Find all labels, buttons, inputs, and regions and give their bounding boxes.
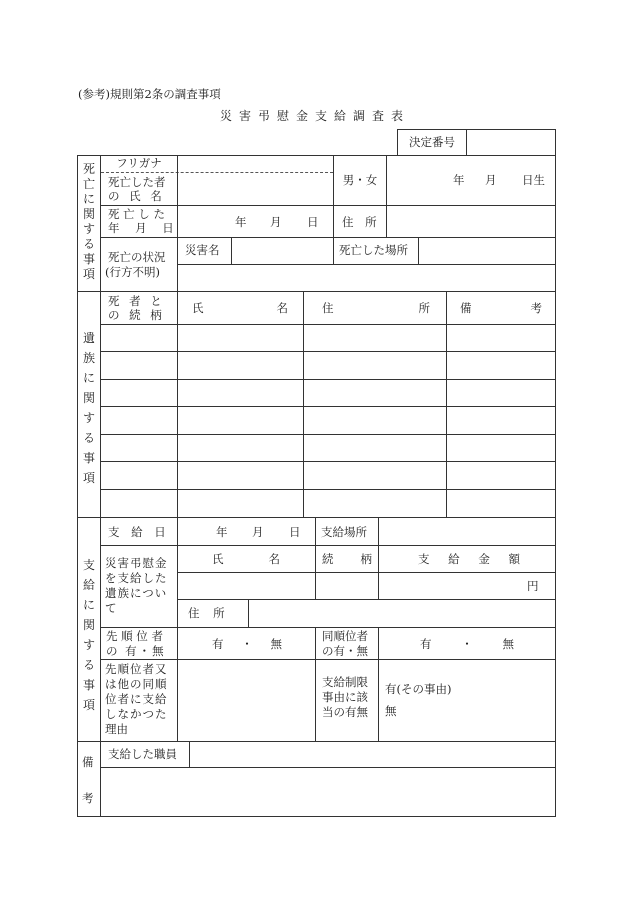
col-name-header: 氏 名 (192, 301, 288, 315)
death-date-label-1: 死 亡 し た (108, 207, 165, 221)
birth-day-label: 日生 (522, 173, 545, 187)
payment-section-label: 支給に関する事項 (83, 558, 96, 712)
death-place-label: 死亡した場所 (339, 243, 408, 257)
reason-label-1: 先順位者又 (105, 662, 168, 676)
yen-unit: 円 (527, 579, 539, 593)
priority-label-2: の 有・無 (106, 644, 166, 658)
reference-note: (参考)規則第2条の調査事項 (78, 87, 221, 101)
death-month-label: 月 (270, 215, 282, 229)
same-rank-label-2: の有・無 (322, 644, 368, 658)
deceased-name-label-2: の 氏 名 (108, 189, 165, 203)
pay-day-label: 日 (289, 525, 301, 539)
death-year-label: 年 (235, 215, 247, 229)
death-status-label-2: (行方不明) (105, 265, 160, 279)
remarks-section-label-2: 考 (82, 791, 94, 805)
death-date-label-2: 年 月 日 (108, 221, 180, 235)
pay-col-name-header: 氏 名 (212, 552, 280, 566)
relation-label-2: の 続 柄 (108, 308, 165, 322)
restriction-yes[interactable]: 有(その事由) (385, 682, 452, 696)
restriction-label-3: 当の有無 (322, 705, 368, 719)
restriction-no[interactable]: 無 (385, 704, 397, 718)
same-rank-options[interactable]: 有 ・ 無 (420, 637, 514, 651)
recipient-address-label: 住 所 (188, 606, 230, 620)
priority-label-1: 先 順 位 者 (106, 629, 163, 643)
recipient-label-1: 災害弔慰金 (105, 556, 168, 570)
restriction-label-1: 支給制限 (322, 675, 368, 689)
survivors-section-label: 遺族に関する事項 (83, 331, 96, 485)
pay-date-label: 支 給 日 (108, 525, 170, 539)
pay-month-label: 月 (252, 525, 264, 539)
pay-year-label: 年 (216, 525, 228, 539)
recipient-label-3: 遺族につい (105, 586, 168, 600)
disaster-name-label: 災害名 (185, 243, 220, 257)
same-rank-label-1: 同順位者 (322, 629, 368, 643)
death-day-label: 日 (307, 215, 319, 229)
recipient-label-2: を支給した (105, 571, 168, 585)
reason-label-4: しなかつた (105, 707, 168, 721)
pay-place-label: 支給場所 (321, 525, 367, 539)
staff-label: 支給した職員 (108, 747, 177, 761)
relation-label-1: 死 者 と (108, 294, 165, 308)
decision-number-label: 決定番号 (409, 135, 455, 149)
furigana-label: フリガナ (116, 156, 162, 170)
death-section-label: 死亡に関する事項 (83, 162, 96, 281)
remarks-section-label-1: 備 (82, 755, 94, 769)
death-status-label-1: 死亡の状況 (108, 250, 166, 264)
priority-options[interactable]: 有 ・ 無 (212, 637, 282, 651)
form-title: 災害弔慰金支給調査表 (219, 109, 410, 123)
birth-year-label: 年 (453, 173, 465, 187)
deceased-name-label-1: 死亡した者 (108, 175, 166, 189)
restriction-label-2: 事由に該 (322, 690, 368, 704)
pay-col-relation-header: 続 柄 (322, 552, 372, 566)
address-label: 住 所 (342, 215, 381, 229)
recipient-label-4: て (105, 601, 117, 615)
reason-label-3: 位者に支給 (105, 692, 168, 706)
col-remarks-header: 備 考 (460, 301, 542, 315)
sex-options[interactable]: 男・女 (342, 173, 378, 187)
pay-col-amount-header: 支 給 金 額 (418, 552, 520, 566)
col-address-header: 住 所 (322, 301, 430, 315)
birth-month-label: 月 (485, 173, 497, 187)
reason-label-2: は他の同順 (105, 677, 168, 691)
reason-label-5: 理由 (105, 722, 128, 736)
